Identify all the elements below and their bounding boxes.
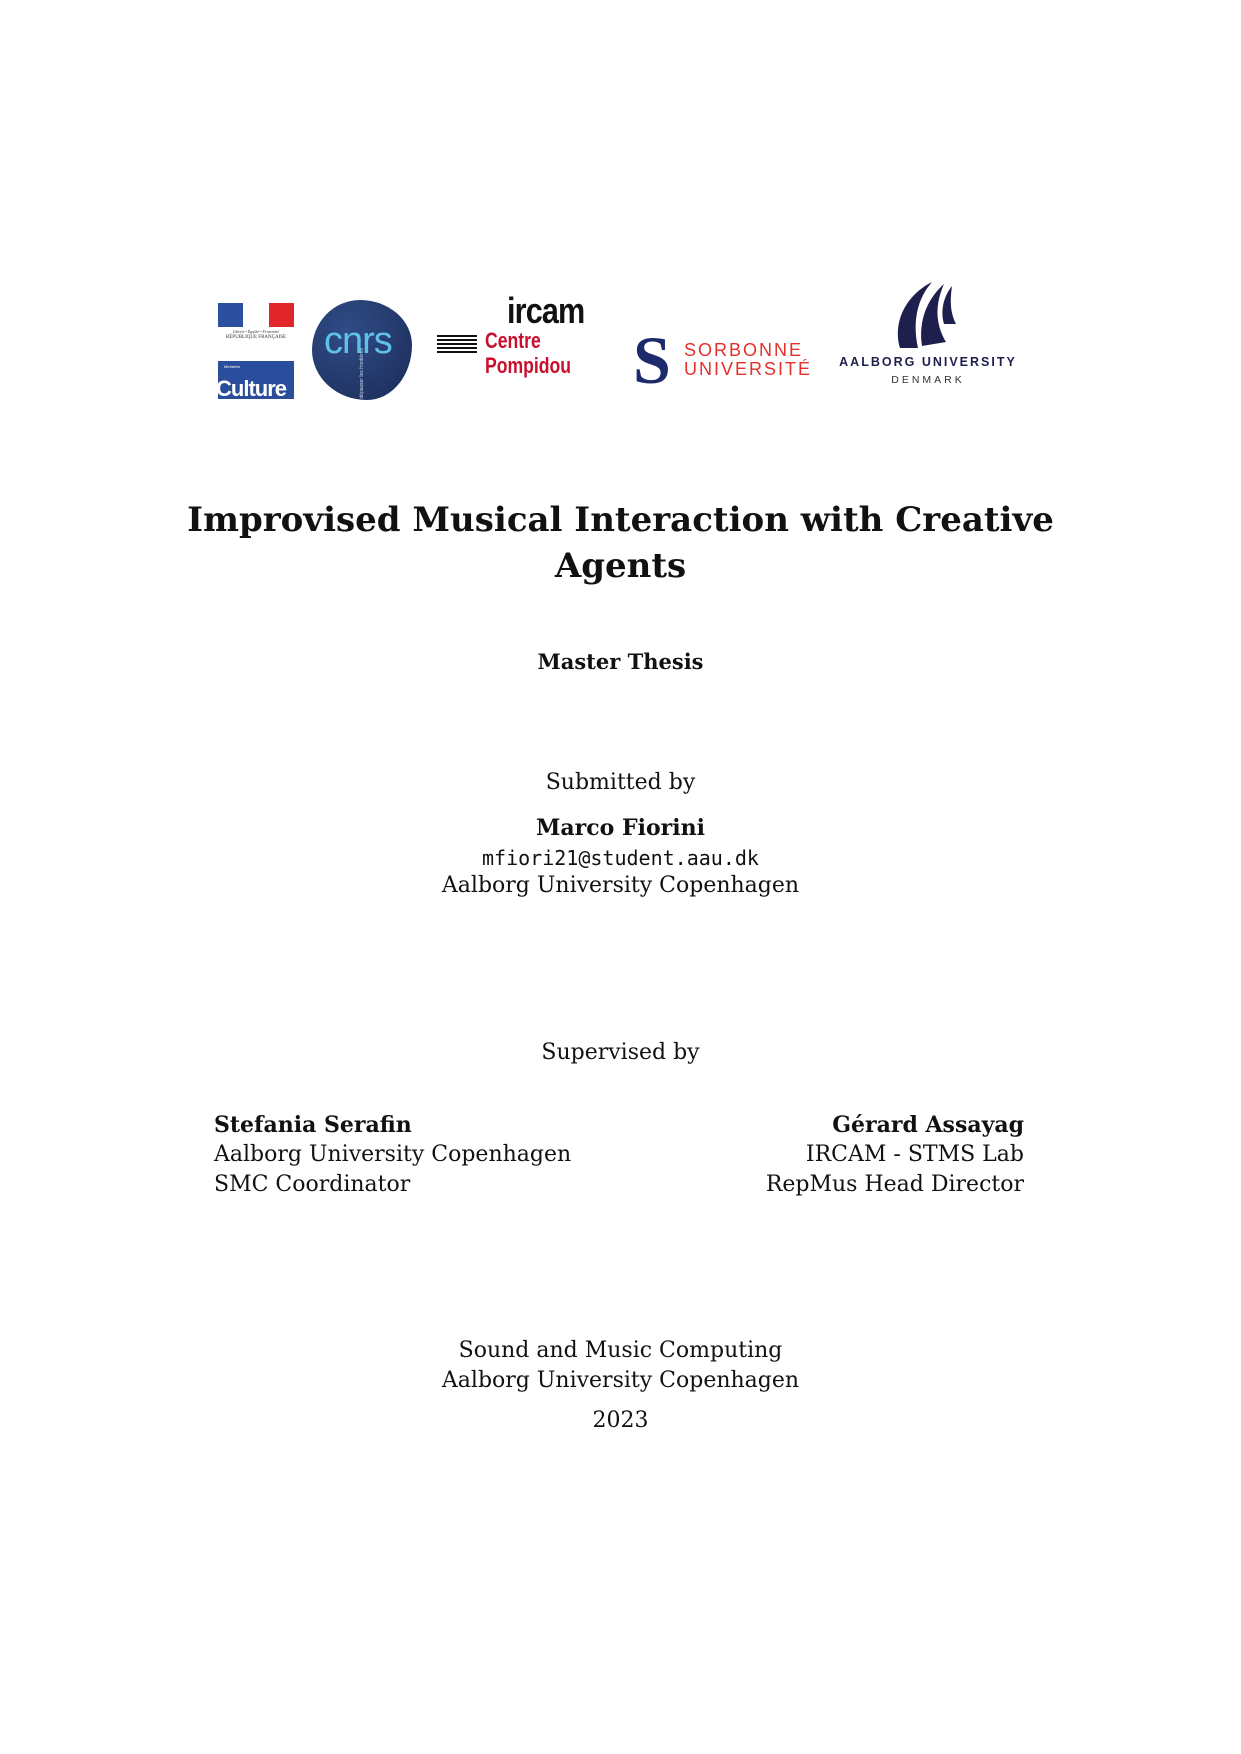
aalborg-logo xyxy=(833,280,1023,395)
supervisor-role: SMC Coordinator xyxy=(214,1172,411,1197)
cnrs-wordmark: cnrs xyxy=(324,320,392,362)
supervisor-name: Gérard Assayag xyxy=(832,1112,1024,1138)
cnrs-logo xyxy=(312,300,412,400)
aalborg-wave-icon xyxy=(888,280,958,350)
supervised-by-label: Supervised by xyxy=(541,1040,700,1065)
sorbonne-line2: UNIVERSITÉ xyxy=(684,359,813,379)
rf-name: RÉPUBLIQUE FRANÇAISE xyxy=(225,335,287,340)
supervisor-affiliation: IRCAM - STMS Lab xyxy=(805,1142,1024,1167)
rf-motto: Liberté • Égalité • Fraternité xyxy=(232,329,280,334)
ircam-logo xyxy=(437,290,597,390)
program-name: Sound and Music Computing xyxy=(458,1338,783,1363)
sorbonne-line1: SORBONNE xyxy=(684,340,804,360)
aalborg-country: DENMARK xyxy=(891,374,965,386)
cnrs-slogan: dépasser les frontières xyxy=(359,348,365,399)
culture-label: Culture xyxy=(216,376,286,401)
footer-university: Aalborg University Copenhagen xyxy=(441,1368,800,1393)
title-line1: Improvised Musical Interaction with Creative xyxy=(187,500,1054,540)
author-email: mfiori21@student.aau.dk xyxy=(482,846,759,870)
centre-pompidou-text xyxy=(485,328,571,378)
year: 2023 xyxy=(592,1408,649,1433)
sorbonne-text xyxy=(684,341,812,379)
author-name: Marco Fiorini xyxy=(536,815,705,841)
ircam-wordmark: ircam xyxy=(507,290,585,331)
staff-lines-icon xyxy=(437,335,477,355)
ministere-culture-block xyxy=(218,361,294,399)
ircam-line2: Pompidou xyxy=(485,353,572,378)
thesis-title xyxy=(0,497,1241,589)
title-line2: Agents xyxy=(554,546,687,586)
marianne-flag-icon xyxy=(218,303,294,327)
supervisor-2 xyxy=(766,1110,1024,1200)
author-affiliation: Aalborg University Copenhagen xyxy=(441,873,800,898)
supervisor-affiliation: Aalborg University Copenhagen xyxy=(214,1142,572,1167)
republique-francaise-culture-logo xyxy=(218,303,294,399)
thesis-type: Master Thesis xyxy=(537,649,704,674)
submitted-by-label: Submitted by xyxy=(545,770,696,795)
supervisor-name: Stefania Serafin xyxy=(214,1112,412,1138)
supervisor-role: RepMus Head Director xyxy=(765,1172,1024,1197)
supervisor-1 xyxy=(214,1110,571,1200)
ircam-line1: Centre xyxy=(485,328,541,353)
aalborg-name: AALBORG UNIVERSITY xyxy=(839,355,1017,369)
ministry-label: Ministère xyxy=(224,364,241,369)
sorbonne-s-icon: S xyxy=(633,322,671,398)
sorbonne-logo xyxy=(633,322,813,400)
